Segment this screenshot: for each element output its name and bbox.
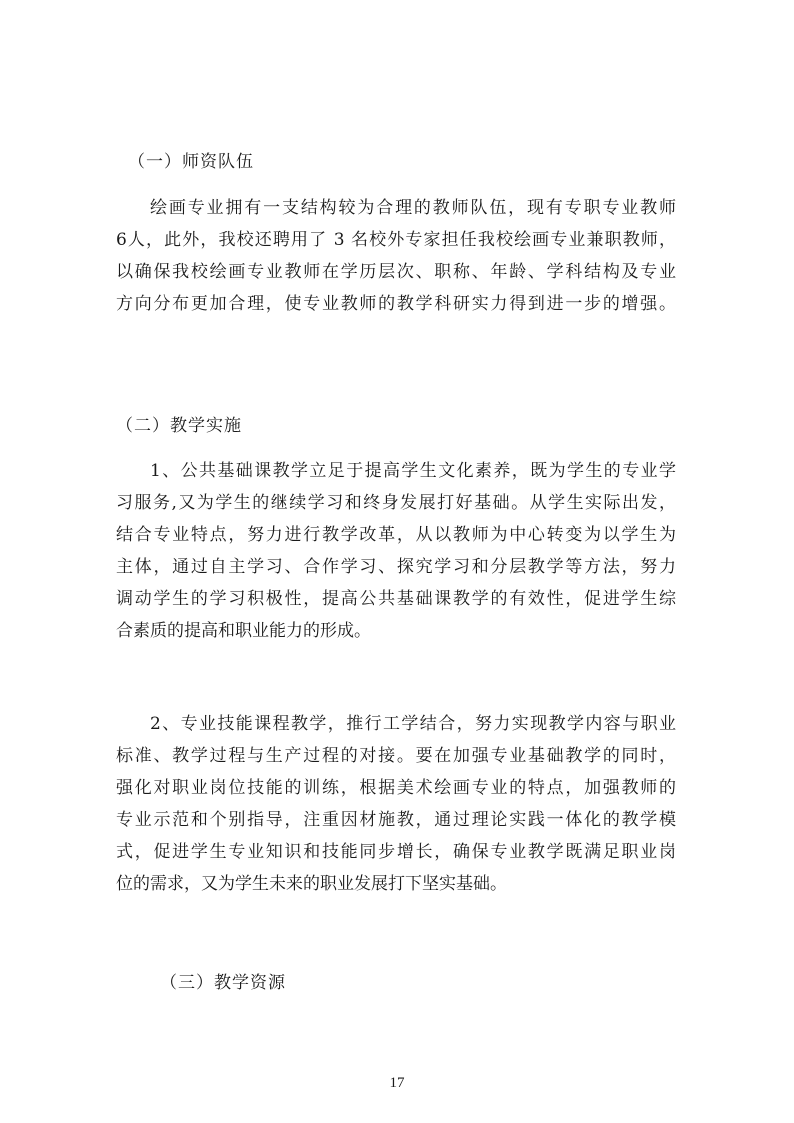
- paragraph-public-courses: [116, 455, 676, 647]
- paragraph-line: 6人，此外，我校还聘用了 3 名校外专家担任我校绘画专业兼职教师，: [116, 230, 676, 250]
- paragraph-line: 专业示范和个别指导，注重因材施教，通过理论实践一体化的教学模: [116, 810, 676, 830]
- paragraph-line: 标准、教学过程与生产过程的对接。要在加强专业基础教学的同时，: [116, 746, 676, 766]
- paragraph-line: 合素质的提高和职业能力的形成。: [116, 621, 371, 641]
- paragraph-line: 以确保我校绘画专业教师在学历层次、职称、年龄、学科结构及专业: [116, 262, 676, 282]
- page-number: 17: [389, 1075, 405, 1091]
- section-heading-teaching: （二）教学实施: [116, 416, 242, 436]
- paragraph-line: 1、公共基础课教学立足于提高学生文化素养，既为学生的专业学: [150, 461, 676, 481]
- paragraph-line: 强化对职业岗位技能的训练，根据美术绘画专业的特点，加强教师的: [116, 778, 676, 798]
- paragraph-skill-courses: [116, 708, 676, 900]
- paragraph-line: 结合专业特点，努力进行教学改革，从以教师为中心转变为以学生为: [116, 525, 676, 545]
- paragraph-line: 位的需求，又为学生未来的职业发展打下坚实基础。: [116, 874, 507, 894]
- paragraph-line: 2、专业技能课程教学，推行工学结合，努力实现教学内容与职业: [150, 714, 676, 734]
- paragraph-line: 主体，通过自主学习、合作学习、探究学习和分层教学等方法，努力: [116, 557, 676, 577]
- paragraph-faculty: [116, 192, 676, 320]
- paragraph-line: 式，促进学生专业知识和技能同步增长，确保专业教学既满足职业岗: [116, 842, 676, 862]
- paragraph-line: 调动学生的学习积极性，提高公共基础课教学的有效性，促进学生综: [116, 589, 676, 609]
- paragraph-line: 习服务,又为学生的继续学习和终身发展打好基础。从学生实际出发，: [116, 493, 676, 513]
- paragraph-line: 绘画专业拥有一支结构较为合理的教师队伍，现有专职专业教师: [150, 198, 676, 218]
- paragraph-line: 方向分布更加合理，使专业教师的教学科研实力得到进一步的增强。: [116, 294, 676, 314]
- section-heading-resources: （三）教学资源: [160, 973, 286, 993]
- section-heading-faculty: （一）师资队伍: [128, 152, 254, 172]
